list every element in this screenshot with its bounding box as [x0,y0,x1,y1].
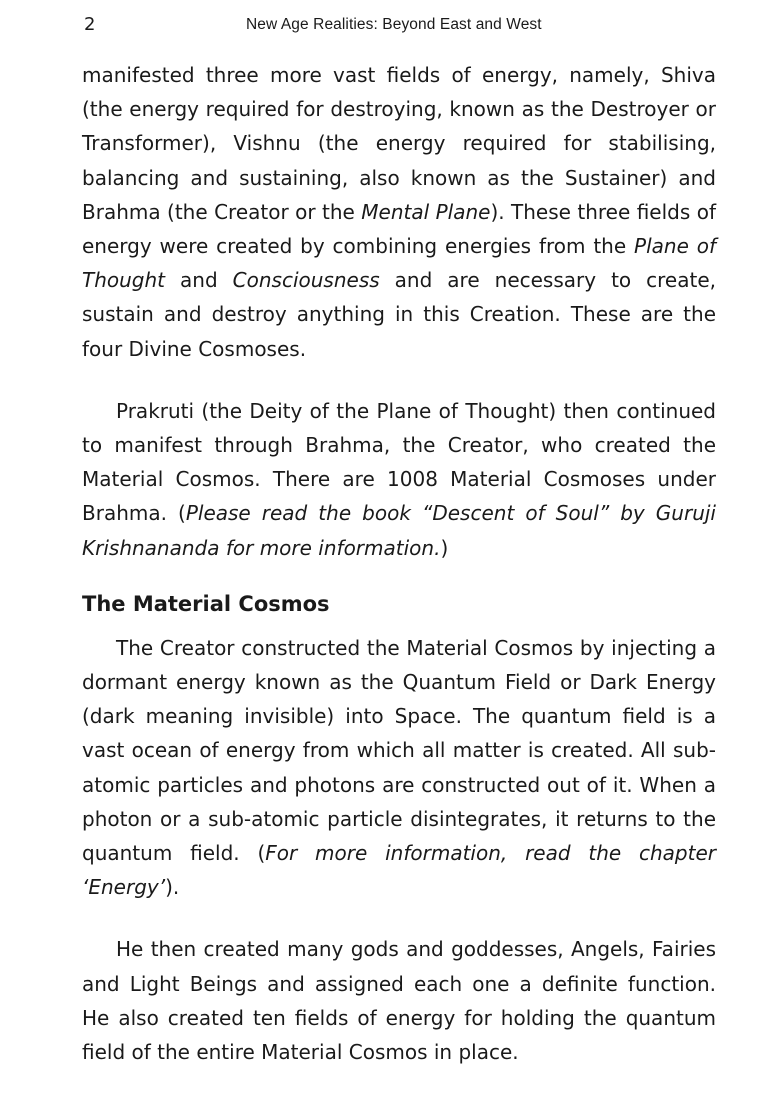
paragraph-gap [82,904,716,932]
paragraph-prakruti [82,394,716,565]
text-run: ). These three fields of energy were created by combining energies from the [82,199,716,259]
paragraph-gap [82,366,716,394]
page-number: 2 [84,14,96,35]
italic-run: Mental Plane [361,199,491,224]
text-run: ). [165,875,180,900]
text-run: ) [440,535,449,560]
italic-run: Plane of Thought [82,234,716,293]
section-heading: The Material Cosmos [82,591,330,616]
text-run: The Creator constructed the Material Cosmos by injecting a dormant energy known as the Quantum Field or Dark Energy (dark meaning invisible) into Space. The quantum field is a vast ocean of energy from which all matter is created. All sub-atomic particles and photons are constructed out of it. When a photon or a sub-atomic particle disintegrates, it returns to the quantum field. ( [82,635,716,866]
text-run: manifested three more vast fields of energy, namely, Shiva (the energy required for destroying, known as the Destroyer or Transformer), Vishnu (the energy required for stabilising, balancing and sustaining, also known as the Sustainer) and Brahma (the Creator or the [82,63,716,224]
italic-run: Please read the book “Descent of Soul” by Guruji Krishnananda for more information. [82,501,716,560]
text-run: Prakruti (the Deity of the Plane of Thought) then continued to manifest through Brahma, the Creator, who created the Material Cosmos. There are 1008 Material Cosmoses under Brahma. ( [82,398,716,526]
text-run: and are necessary to create, sustain and destroy anything in this Creation. These are the four Divine Cosmoses. [82,268,716,361]
page-body [82,58,716,1069]
italic-run: Consciousness [232,268,380,293]
page-header [0,12,780,38]
paragraph-quantum-field [82,631,716,905]
italic-run: For more information, read the chapter ‘Energy’ [82,841,716,900]
paragraph-divine-cosmoses [82,58,716,366]
running-title: New Age Realities: Beyond East and West [246,16,542,33]
paragraph-gods-goddesses: He then created many gods and goddesses, Angels, Fairies and Light Beings and assigned each one a definite function. He also created ten fields of energy for holding the quantum field of the entire Material Cosmos in place. [82,937,716,1065]
text-run: and [165,268,233,293]
